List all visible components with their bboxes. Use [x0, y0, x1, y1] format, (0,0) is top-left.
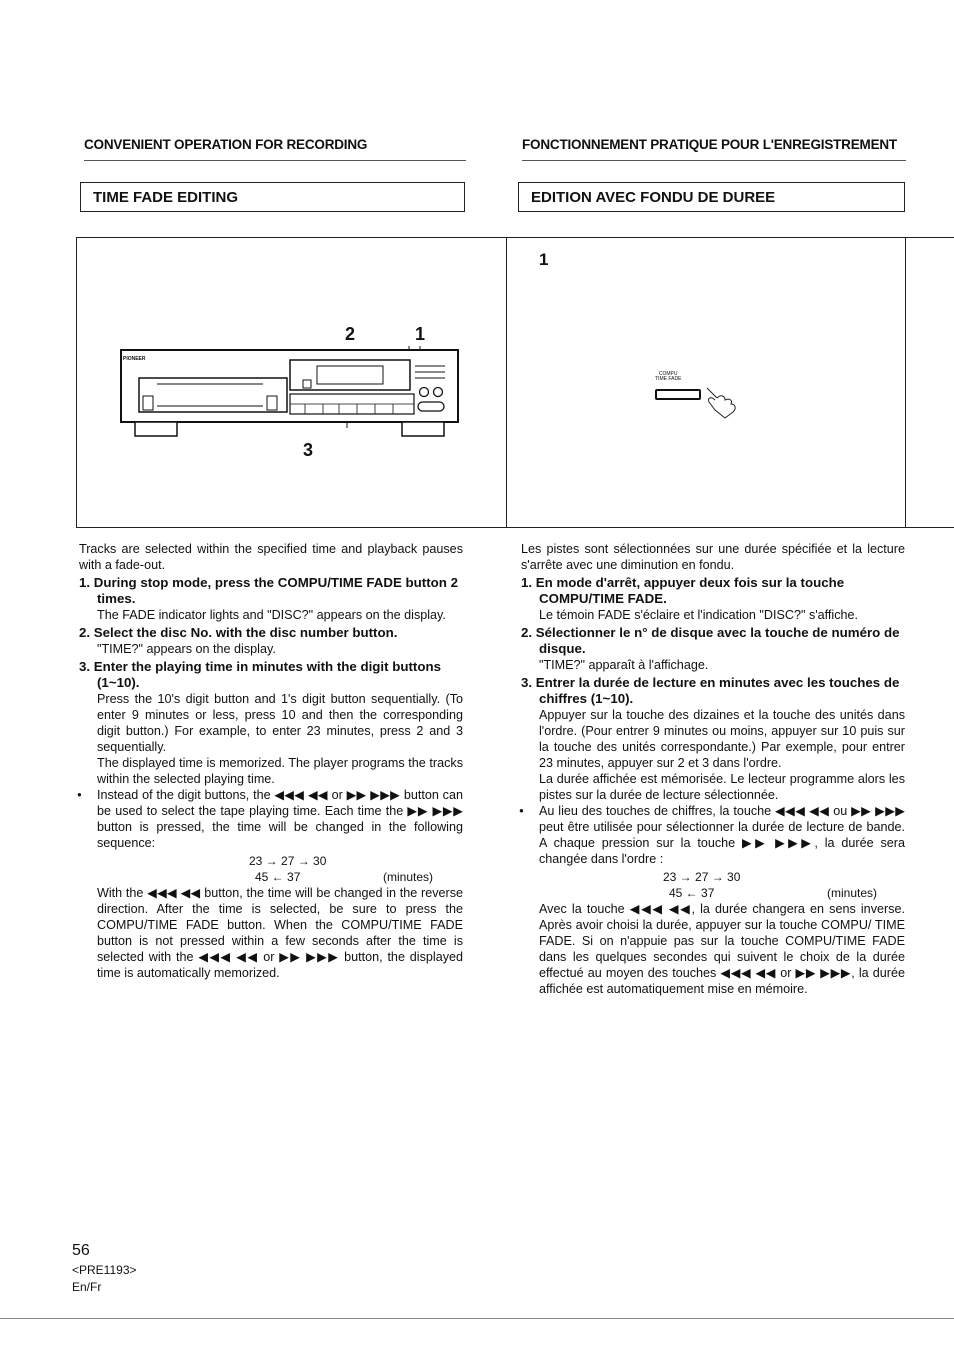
- fr-section-rule: [522, 160, 906, 161]
- en-time-sequence: [249, 851, 463, 885]
- compu-label: [655, 372, 681, 382]
- en-step3-body1: Press the 10's digit button and 1's digit button sequentially. (To enter 9 minutes or less, press 10 and then the corresponding digit button.) For example, to enter 23 minutes, press 2 and 3 sequentially.: [97, 692, 463, 754]
- fr-time-sequence: [663, 867, 905, 901]
- figure-button-press: [506, 237, 954, 528]
- doc-code: <PRE1193>: [72, 1263, 137, 1277]
- callout-3: 3: [303, 440, 314, 460]
- fr-column: [521, 541, 905, 997]
- fr-seq-bottom: 45 ← 37: [669, 886, 715, 900]
- figure-divider: [905, 238, 906, 527]
- en-seq-top: 23 → 27 → 30: [249, 854, 327, 868]
- en-step2-title: 2. Select the disc No. with the disc number button.: [79, 625, 398, 640]
- fr-step2-title: 2. Sélectionner le n° de disque avec la touche de numéro de disque.: [521, 625, 900, 656]
- fr-bullet1-cont: Avec la touche ◀◀◀ ◀◀, la durée changera en sens inverse. Après avoir choisi la durée, appuyer sur la touche COMPU/ TIME FADE. Si on n'appuie pas sur la touche COMPU/TIME FADE dans les quelques secondes qui suivent le choix de la durée effectué au moyen des touches ◀◀◀ ◀◀ or ▶▶ ▶▶▶, la durée affichée est automatiquement mise en mémoire.: [539, 902, 905, 996]
- fr-intro: Les pistes sont sélectionnées sur une durée spécifiée et la lecture s'arrête avec une diminution en fondu.: [521, 542, 905, 572]
- en-seq-unit: (minutes): [383, 870, 434, 884]
- footer-rule: [0, 1318, 954, 1319]
- compu-time-fade-button[interactable]: [655, 389, 701, 400]
- fr-section-heading: FONCTIONNEMENT PRATIQUE POUR L'ENREGISTREMENT: [522, 137, 897, 152]
- page-number: 56: [72, 1242, 90, 1259]
- en-seq-bottom: 45 ← 37: [255, 870, 301, 884]
- fr-page-title: EDITION AVEC FONDU DE DUREE: [518, 182, 905, 212]
- fr-step1-title: 1. En mode d'arrêt, appuyer deux fois sur la touche COMPU/TIME FADE.: [521, 575, 845, 606]
- language-code: En/Fr: [72, 1280, 102, 1294]
- en-step3-body2: The displayed time is memorized. The player programs the tracks within the selected playing time.: [97, 756, 463, 786]
- fr-step3-body1: Appuyer sur la touche des dizaines et la touche des unités dans l'ordre. (Pour entrer 9 minutes ou moins, appuyer sur 10 puis sur la touche des unités correspondante.) Par exemple, pour entrer 23 minutes, appuyer sur 2 et 3 dans l'ordre.: [539, 708, 905, 770]
- en-section-heading: CONVENIENT OPERATION FOR RECORDING: [84, 137, 368, 152]
- en-step3-title: 3. Enter the playing time in minutes with the digit buttons (1~10).: [79, 659, 441, 690]
- en-column: [79, 541, 463, 981]
- compu-label-line2: TIME FADE: [655, 376, 682, 382]
- compu-label-line1: COMPU: [658, 371, 678, 377]
- en-section-rule: [84, 160, 466, 161]
- figure-cd-player: [76, 237, 507, 528]
- en-step1-body: The FADE indicator lights and "DISC?" appears on the display.: [97, 608, 446, 622]
- en-intro: Tracks are selected within the specified time and playback pauses with a fade-out.: [79, 542, 463, 572]
- en-bullet1-cont: With the ◀◀◀ ◀◀ button, the time will be changed in the reverse direction. After the time is selected, be sure to press the COMPU/TIME FADE button. When the COMPU/TIME FADE button is not pressed within a few seconds after the time is selected with the ◀◀◀ ◀◀ or ▶▶ ▶▶▶ button, the displayed time is automatically memorized.: [97, 886, 463, 980]
- figure-step-number: 1: [539, 250, 549, 269]
- en-step2-body: "TIME?" appears on the display.: [97, 642, 276, 656]
- cd-player-illustration: [77, 238, 506, 527]
- en-step1-title: 1. During stop mode, press the COMPU/TIME FADE button 2 times.: [79, 575, 458, 606]
- fr-step2-body: "TIME?" apparaît à l'affichage.: [539, 658, 709, 672]
- en-bullet1: ● Instead of the digit buttons, the ◀◀◀ ◀◀ or ▶▶ ▶▶▶ button can be used to select the tape playing time. Each time the ▶▶ ▶▶▶ button is pressed, the time will be changed in the following sequence:: [79, 787, 463, 851]
- brand-logo: PIONEER: [123, 356, 146, 362]
- fr-bullet1: ● Au lieu des touches de chiffres, la touche ◀◀◀ ◀◀ ou ▶▶ ▶▶▶ peut être utilisée pour sélectionner la durée de lecture de bande. A chaque pression sur la touche ▶▶ ▶▶▶, la durée sera changée dans l'ordre :: [521, 803, 905, 867]
- en-page-title: TIME FADE EDITING: [80, 182, 465, 212]
- fr-step3-title: 3. Entrer la durée de lecture en minutes avec les touches de chiffres (1~10).: [521, 675, 900, 706]
- fr-step3-body2: La durée affichée est mémorisée. Le lecteur programme alors les pistes sur la durée de lecture sélectionnée.: [539, 772, 905, 802]
- callout-2: 2: [345, 324, 356, 344]
- fr-seq-unit: (minutes): [827, 886, 878, 900]
- hand-pointer-icon: [703, 384, 751, 420]
- callout-1: 1: [415, 324, 426, 344]
- fr-seq-top: 23 → 27 → 30: [663, 870, 741, 884]
- fr-step1-body: Le témoin FADE s'éclaire et l'indication "DISC?" s'affiche.: [539, 608, 859, 622]
